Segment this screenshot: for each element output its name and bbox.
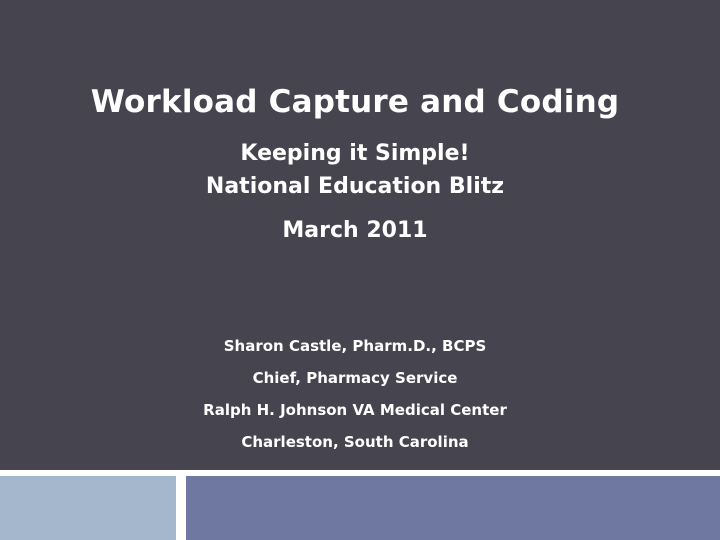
subtitle-date: March 2011 (282, 218, 428, 243)
subtitle-line: National Education Blitz (205, 174, 505, 199)
subtitle-line: Keeping it Simple! (240, 141, 470, 166)
footer-bar-right (186, 476, 720, 540)
author-organization: Ralph H. Johnson VA Medical Center (203, 401, 507, 419)
footer-bar-left (0, 476, 176, 540)
author-name: Sharon Castle, Pharm.D., BCPS (223, 337, 487, 355)
author-location: Charleston, South Carolina (241, 433, 469, 451)
author-title: Chief, Pharmacy Service (252, 369, 458, 387)
slide-title: Workload Capture and Coding (90, 84, 620, 120)
